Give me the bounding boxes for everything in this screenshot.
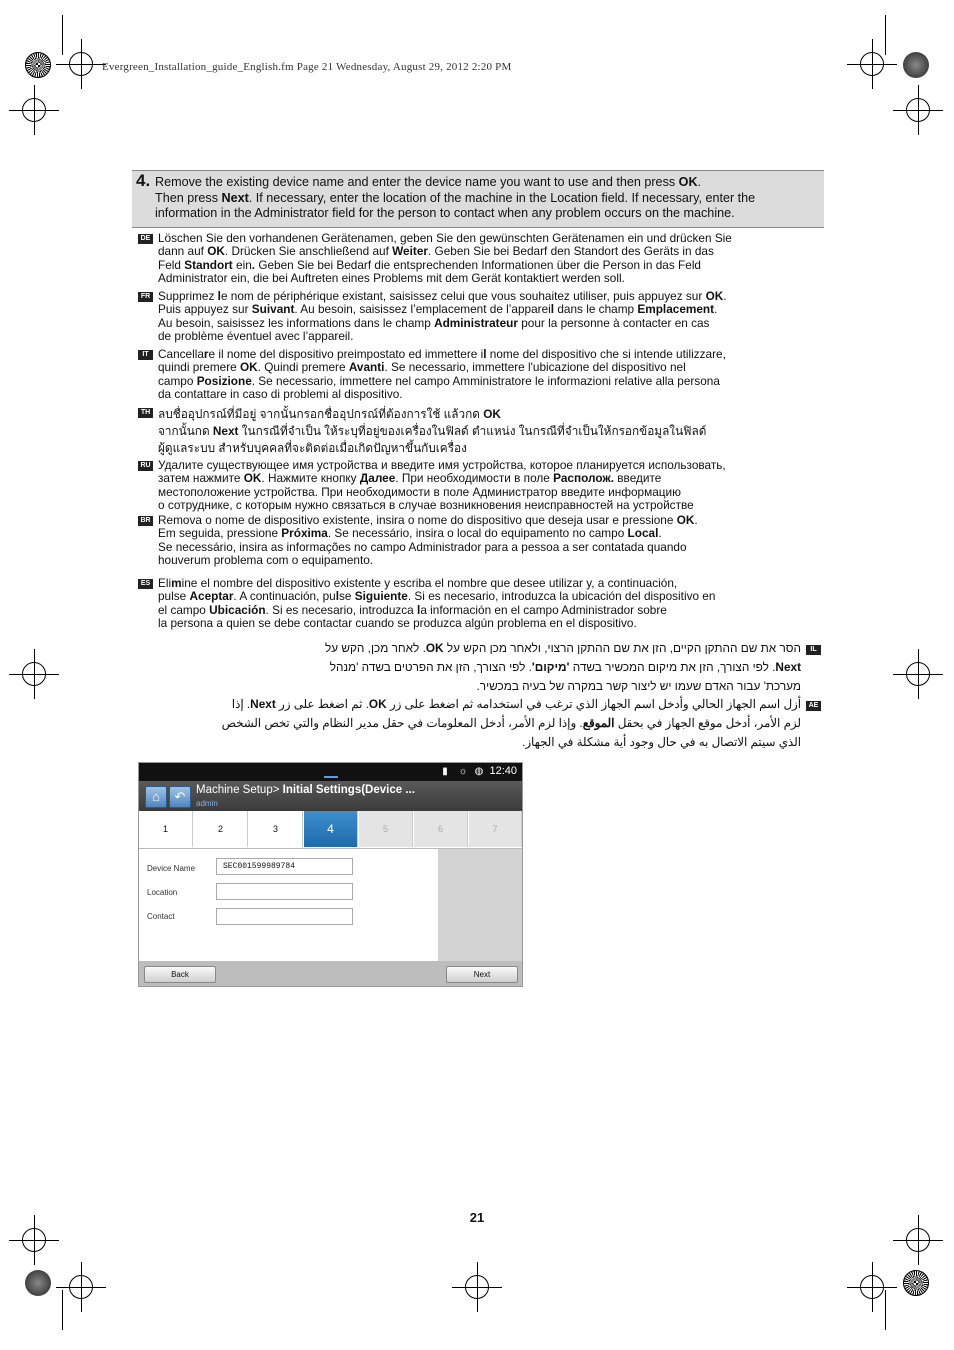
document-header-line: Evergreen_Installation_guide_English.fm Page 21 Wednesday, August 29, 2012 2:20 PM	[102, 61, 512, 73]
home-icon[interactable]: ⌂	[145, 786, 167, 808]
location-label: Location	[147, 888, 178, 897]
lang-block-es	[138, 577, 818, 631]
step-number: 4.	[136, 171, 151, 190]
lang-block-fr	[138, 290, 818, 344]
registration-mark-bottom-center	[465, 1275, 489, 1299]
back-arrow-icon[interactable]: ↶	[169, 786, 191, 808]
lang-text-ru: Удалите существующее имя устройства и введите имя устройства, которое планируется использовать, затем нажмите OK. Нажмите кнопку Далее. При необходимости в поле Располож. введите местоположение устройства. При необходимости в поле Администратор введите информацию о сотруднике, с которым нужно связаться в случае возникновения неисправностей на устройстве	[158, 458, 726, 513]
device-name-label: Device Name	[147, 864, 196, 873]
device-screen-screenshot	[138, 762, 523, 987]
next-button[interactable]: Next	[446, 966, 518, 983]
lang-text-es: Elimine el nombre del dispositivo existente y escriba el nombre que desee utilizar y, a continuación, pulse Aceptar. A continuación, pulse Siguiente. Si es necesario, introduzca la ubicación del dispositivo en el campo Ubicación. Si es necesario, introduzca la información en el campo Administrador sobre la persona a quien se debe contactar cuando se produzca algún problema en el dispositivo.	[158, 576, 716, 631]
status-bar	[139, 763, 522, 781]
back-button[interactable]: Back	[144, 966, 216, 983]
lang-flag-it: IT	[138, 350, 153, 360]
title-bar	[139, 781, 522, 811]
lang-flag-il: IL	[806, 645, 821, 655]
status-time: 12:40	[489, 765, 517, 777]
registration-mark-bottom-left	[69, 1275, 93, 1299]
lang-block-ru	[138, 459, 818, 513]
lang-text-it: Cancellare il nome del dispositivo preimpostato ed immettere il nome del dispositivo che si intende utilizzare, quindi premere OK. Quindi premere Avanti. Se necessario, immettere l'ubicazione del dispositivo nel campo Posizione. Se necessario, immettere nel campo Amministratore le informazioni relative alla persona da contattare in caso di problemi al dispositivo.	[158, 347, 726, 402]
registration-dot-tr	[903, 52, 929, 78]
lang-text-de: Löschen Sie den vorhandenen Gerätenamen, geben Sie den gewünschten Gerätenamen ein und drücken Sie dann auf OK. Drücken Sie anschließend auf Weiter. Geben Sie bei Bedarf den Standort des Geräts in das Feld Standort ein. Geben Sie bei Bedarf die entsprechenden Informationen über die Person in das Feld Administrator ein, die bei Auftreten eines Problems mit dem Gerät kontaktiert werden soll.	[158, 231, 732, 286]
wizard-step-6[interactable]: 6	[414, 811, 468, 847]
device-name-input[interactable]: SEC001599989784	[216, 858, 353, 875]
lang-text-fr: Supprimez le nom de périphérique existant, saisissez celui que vous souhaitez utiliser, puis appuyez sur OK. Puis appuyez sur Suivant. Au besoin, saisissez l’emplacement de l’appareil dans le champ Emplacement. Au besoin, saisissez les informations dans le champ Administrateur pour la personne à contacter en cas de problème éventuel avec l’appareil.	[158, 289, 727, 344]
wizard-step-2[interactable]: 2	[194, 811, 248, 847]
page-number: 21	[469, 1210, 485, 1225]
registration-mark-left-mid	[22, 662, 46, 686]
brightness-icon: ☼	[458, 766, 468, 777]
notification-handle-icon[interactable]	[324, 766, 338, 778]
registration-mark-top-right	[860, 52, 884, 76]
registration-mark-bottom-right	[860, 1275, 884, 1299]
device-form	[139, 849, 438, 961]
side-panel	[438, 849, 522, 961]
lang-flag-th: TH	[138, 408, 153, 418]
lang-text-br: Remova o nome de dispositivo existente, insira o nome do dispositivo que deseja usar e pressione OK. Em seguida, pressione Próxima. Se necessário, insira o local do equipamento no campo Local. Se necessário, insira as informações no campo Administrador para a pessoa a ser contatada quando houverum problema com o equipamento.	[158, 513, 698, 568]
lang-flag-ae: AE	[806, 701, 821, 711]
lang-flag-ru: RU	[138, 461, 153, 471]
crop-line	[62, 15, 63, 55]
crop-line	[885, 15, 886, 55]
registration-mark-right-top	[906, 98, 930, 122]
registration-mark-left-top	[22, 98, 46, 122]
step-instructions: Remove the existing device name and enter the device name you want to use and then press OK. Then press Next. If necessary, enter the location of the machine in the Location field. If necessary, enter the information in the Administrator field for the person to contact when any problem occurs on the machine.	[155, 175, 756, 220]
wizard-step-5[interactable]: 5	[359, 811, 413, 847]
bottom-bar	[139, 961, 522, 986]
lang-text-ae: أزل اسم الجهاز الحالي وأدخل اسم الجهاز الذي ترغب في استخدامه ثم اضغط على زر OK. ثم اضغط على زر Next. إذا لزم الأمر، أدخل موقع الجهاز في بحقل الموقع. وإذا لزم الأمر، أدخل المعلومات في حقل مدير النظام والتي تخص الشخص الذي سيتم الاتصال به في حال وجود أية مشكلة في الجهاز.	[221, 697, 801, 749]
registration-starburst-br	[903, 1270, 929, 1296]
lang-text-th: ลบชื่ออุปกรณ์ที่มีอยู่ จากนั้นกรอกชื่ออุปกรณ์ที่ต้องการใช้ แล้วกด OK จากนั้นกด Next ในกรณีที่จำเป็น ให้ระบุที่อยู่ของเครื่องในฟิลด์ ตำแหน่ง ในกรณีที่จำเป็นให้กรอกข้อมูลในฟิลด์ ผู้ดูแลระบบ สำหรับบุคคลที่จะติดต่อเมื่อเกิดปัญหาขึ้นกับเครื่อง	[158, 407, 707, 455]
wizard-step-3[interactable]: 3	[249, 811, 303, 847]
globe-icon: ◍	[474, 766, 484, 777]
crop-line	[885, 1290, 886, 1330]
registration-mark-right-bottom	[906, 1228, 930, 1252]
wizard-step-7[interactable]: 7	[469, 811, 522, 847]
contact-label: Contact	[147, 912, 175, 921]
lang-block-it	[138, 348, 818, 402]
lang-flag-br: BR	[138, 516, 153, 526]
wizard-steps	[139, 811, 522, 849]
lang-block-br	[138, 514, 818, 568]
registration-dot-bl	[25, 1270, 51, 1296]
registration-mark-top	[69, 52, 93, 76]
registration-starburst-tl	[25, 52, 51, 78]
location-input[interactable]	[216, 883, 353, 900]
lang-flag-es: ES	[138, 579, 153, 589]
toner-icon: ▮	[442, 766, 448, 777]
wizard-step-1[interactable]: 1	[139, 811, 193, 847]
lang-text-il: הסר את שם ההתקן הקיים, הזן את שם ההתקן הרצוי, ולאחר מכן הקש על OK. לאחר מכן, הקש על Next. לפי הצורך, הזן את מיקום המכשיר בשדה 'מיקום'. לפי הצורך, הזן את הפרטים בשדה 'מנהל מערכת' עבור האדם שעמו יש ליצור קשר במקרה של בעיה במכשיר.	[324, 641, 801, 693]
lang-block-th	[138, 406, 818, 457]
contact-input[interactable]	[216, 908, 353, 925]
lang-flag-de: DE	[138, 234, 153, 244]
wizard-step-4[interactable]: 4	[304, 811, 358, 847]
lang-flag-fr: FR	[138, 292, 153, 302]
current-user: admin	[196, 799, 218, 808]
crop-line	[62, 1290, 63, 1330]
registration-mark-left-bottom	[22, 1228, 46, 1252]
registration-mark-right-mid	[906, 662, 930, 686]
lang-block-de	[138, 232, 818, 286]
breadcrumb: Machine Setup> Initial Settings(Device ...	[196, 784, 415, 796]
